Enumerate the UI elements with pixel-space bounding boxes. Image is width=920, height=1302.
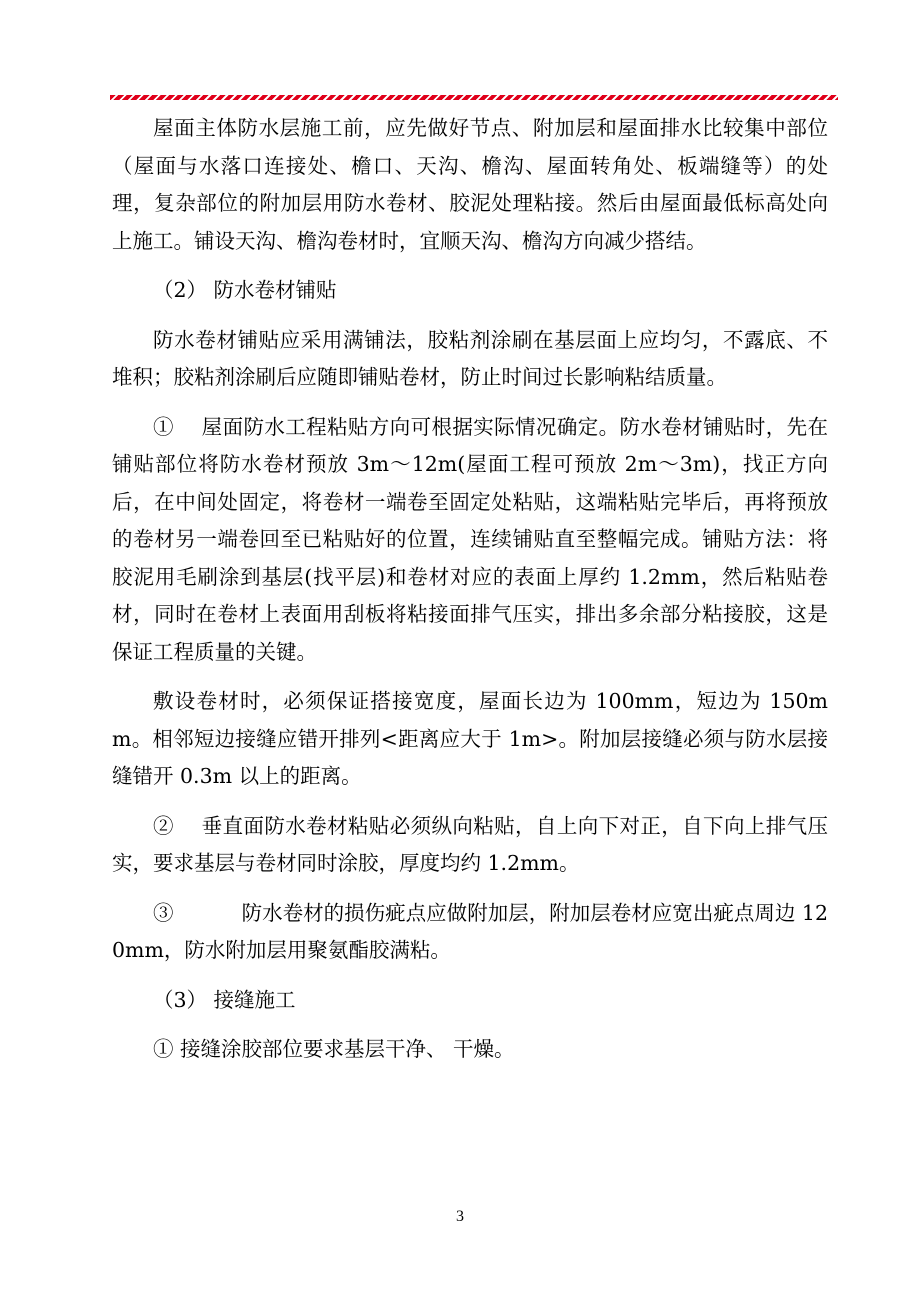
header-decorative-rule	[110, 95, 838, 100]
paragraph-overlap-width: 敷设卷材时，必须保证搭接宽度，屋面长边为 100mm，短边为 150mm。相邻短边接缝应错开排列<距离应大于 1m>。附加层接缝必须与防水层接缝错开 0.3m 以上的距离。	[112, 689, 828, 788]
paragraph-step-2-vertical-surface: ② 垂直面防水卷材粘贴必须纵向粘贴，自上向下对正，自下向上排气压实，要求基层与卷材同时涂胶，厚度均约 1.2mm。	[112, 813, 828, 875]
section-heading-joint-construction: （3） 接缝施工	[153, 987, 296, 1012]
paragraph-step-1-laying-direction: ① 屋面防水工程粘贴方向可根据实际情况确定。防水卷材铺贴时，先在铺贴部位将防水卷材预放 3m～12m(屋面工程可预放 2m～3m)，找正方向后，在中间处固定，将卷材一端卷至固定处粘贴，这端粘贴完毕后，再将预放的卷材另一端卷回至已粘贴好的位置，连续铺贴直至整幅完成。铺贴方法：将胶泥用毛刷涂到基层(找平层)和卷材对应的表面上厚约 1.2mm，然后粘贴卷材，同时在卷材上表面用刮板将粘接面排气压实，排出多余部分粘接胶，这是保证工程质量的关键。	[112, 414, 828, 664]
paragraph-roof-preparation: 屋面主体防水层施工前，应先做好节点、附加层和屋面排水比较集中部位（屋面与水落口连接处、檐口、天沟、檐沟、屋面转角处、板端缝等）的处理，复杂部位的附加层用防水卷材、胶泥处理粘接。然后由屋面最低标高处向上施工。铺设天沟、檐沟卷材时，宜顺天沟、檐沟方向减少搭结。	[112, 116, 828, 253]
paragraph-full-adhesion-method: 防水卷材铺贴应采用满铺法，胶粘剂涂刷在基层面上应均匀，不露底、不堆积；胶粘剂涂刷后应随即铺贴卷材，防止时间过长影响粘结质量。	[112, 327, 828, 389]
section-heading-membrane-laying: （2） 防水卷材铺贴	[153, 278, 337, 302]
paragraph-step-3-defect-reinforcement: ③ 防水卷材的损伤疵点应做附加层，附加层卷材应宽出疵点周边 120mm，防水附加层用聚氨酯胶满粘。	[112, 900, 828, 962]
document-body	[112, 110, 828, 1081]
paragraph-joint-step-1: ① 接缝涂胶部位要求基层干净、 干燥。	[153, 1037, 515, 1061]
page-number: 3	[456, 1208, 464, 1225]
